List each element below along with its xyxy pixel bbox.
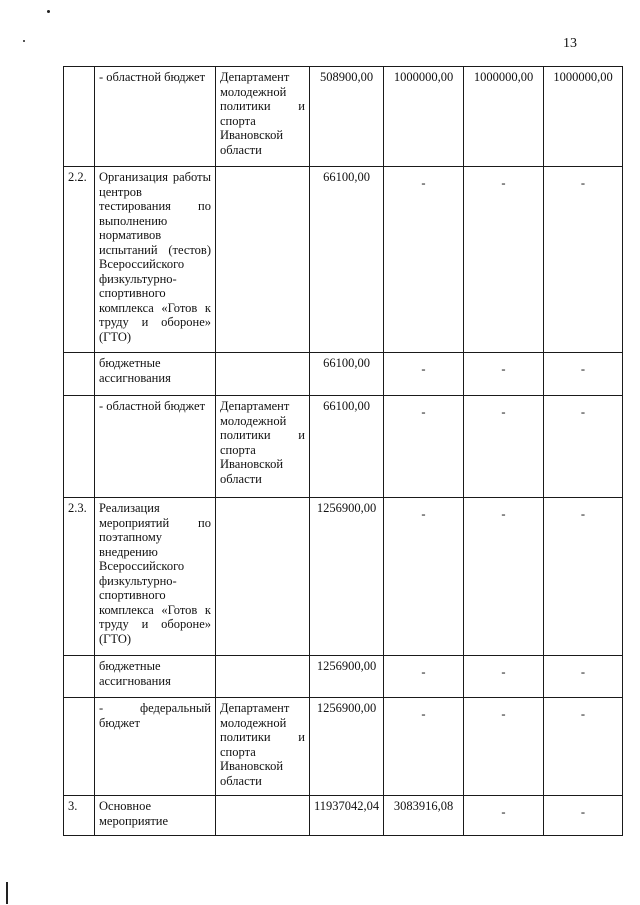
row-name-cell: - областной бюджет (95, 396, 216, 498)
table-row (64, 698, 623, 796)
row-number-cell: 3. (64, 796, 95, 836)
row-value-cell: - (544, 796, 623, 836)
row-value-cell: - (384, 167, 464, 353)
row-value-cell: 66100,00 (310, 353, 384, 396)
row-value-cell: 1256900,00 (310, 698, 384, 796)
row-value-cell: 1000000,00 (464, 67, 544, 167)
row-executor-cell (216, 796, 310, 836)
row-value-cell: - (464, 796, 544, 836)
row-value-cell: - (464, 167, 544, 353)
row-name-cell: Реализация мероприятий по поэтапному внедрению Всероссийского физкультурно-спортивного комплекса «Готов к труду и обороне» (ГТО) (95, 498, 216, 656)
row-value-cell: 11937042,04 (310, 796, 384, 836)
row-executor-cell: Департамент молодежной политики и спорта Ивановской области (216, 396, 310, 498)
budget-table (63, 66, 623, 836)
table-row (64, 67, 623, 167)
row-value-cell: 1256900,00 (310, 656, 384, 698)
table-row (64, 396, 623, 498)
row-name-cell: - областной бюджет (95, 67, 216, 167)
row-name-cell: - федеральный бюджет (95, 698, 216, 796)
row-value-cell: 1256900,00 (310, 498, 384, 656)
scan-edge-mark (6, 882, 8, 904)
row-number-cell: 2.3. (64, 498, 95, 656)
row-number-cell (64, 656, 95, 698)
table-row (64, 796, 623, 836)
table-row (64, 498, 623, 656)
row-value-cell: 1000000,00 (384, 67, 464, 167)
table-row (64, 167, 623, 353)
table-row (64, 353, 623, 396)
row-name-cell: бюджетные ассигнования (95, 353, 216, 396)
row-executor-cell (216, 498, 310, 656)
row-number-cell (64, 698, 95, 796)
row-value-cell: 1000000,00 (544, 67, 623, 167)
row-number-cell (64, 67, 95, 167)
row-name-cell: бюджетные ассигнования (95, 656, 216, 698)
scan-speck (23, 40, 25, 42)
row-value-cell: - (544, 498, 623, 656)
row-value-cell: 66100,00 (310, 167, 384, 353)
row-name-cell: Основное мероприятие (95, 796, 216, 836)
row-value-cell: - (384, 396, 464, 498)
row-value-cell: 66100,00 (310, 396, 384, 498)
row-executor-cell: Департамент молодежной политики и спорта Ивановской области (216, 698, 310, 796)
row-value-cell: - (384, 698, 464, 796)
row-executor-cell (216, 167, 310, 353)
row-value-cell: - (464, 698, 544, 796)
page-number: 13 (563, 36, 577, 51)
row-number-cell (64, 353, 95, 396)
row-name-cell: Организация работы центров тестирования по выполнению нормативов испытаний (тестов) Всероссийского физкультурно-спортивного комплекса «Готов к труду и обороне» (ГТО) (95, 167, 216, 353)
row-value-cell: - (384, 498, 464, 656)
table-row (64, 656, 623, 698)
row-number-cell (64, 396, 95, 498)
row-number-cell: 2.2. (64, 167, 95, 353)
row-value-cell: - (544, 396, 623, 498)
row-value-cell: - (464, 353, 544, 396)
row-value-cell: - (464, 656, 544, 698)
row-executor-cell: Департамент молодежной политики и спорта Ивановской области (216, 67, 310, 167)
row-value-cell: - (464, 498, 544, 656)
row-value-cell: - (464, 396, 544, 498)
row-value-cell: - (544, 353, 623, 396)
scan-speck (47, 10, 50, 13)
row-value-cell: - (384, 353, 464, 396)
row-executor-cell (216, 656, 310, 698)
row-value-cell: 3083916,08 (384, 796, 464, 836)
row-value-cell: - (544, 698, 623, 796)
row-value-cell: 508900,00 (310, 67, 384, 167)
row-value-cell: - (384, 656, 464, 698)
row-executor-cell (216, 353, 310, 396)
row-value-cell: - (544, 656, 623, 698)
row-value-cell: - (544, 167, 623, 353)
